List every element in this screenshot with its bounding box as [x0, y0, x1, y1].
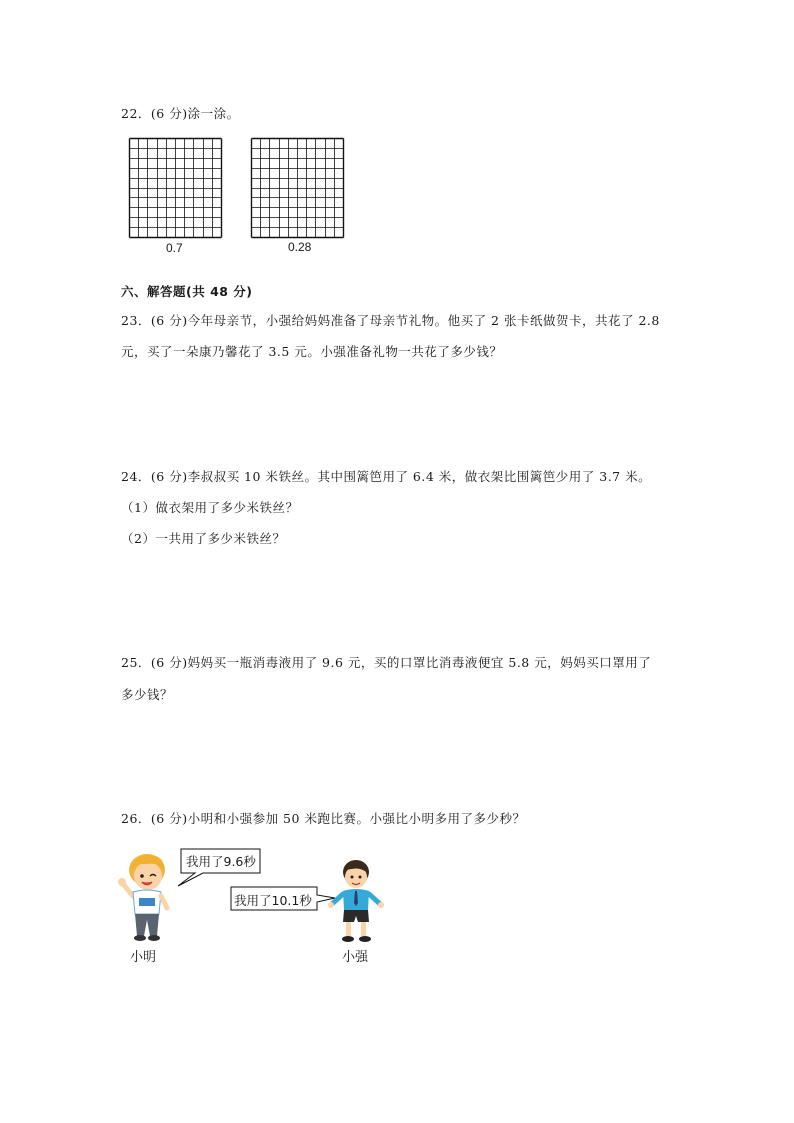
- bubble-text-qiang: 我用了10.1秒: [234, 893, 312, 908]
- grid-lines: [251, 138, 343, 237]
- boy-qiang-illustration: [328, 858, 388, 948]
- bubble-text-ming: 我用了9.6秒: [186, 854, 256, 869]
- question-26: 26．(6 分)小明和小强参加 50 米跑比赛。小强比小明多用了多少秒？: [121, 811, 526, 826]
- question-24-sub-2: （2）一共用了多少米铁丝？: [121, 531, 286, 546]
- question-24-sub-1: （1）做衣架用了多少米铁丝？: [121, 500, 299, 515]
- grid-label-1: 0.7: [166, 241, 183, 255]
- question-23-line-1: 23．(6 分)今年母亲节，小强给妈妈准备了母亲节礼物。他买了 2 张卡纸做贺卡，共花了 2.8: [121, 313, 660, 328]
- question-23-line-2: 元，买了一朵康乃馨花了 3.5 元。小强准备礼物一共花了多少钱？: [121, 344, 503, 359]
- grid-lines: [129, 138, 221, 237]
- hundred-grid-2[interactable]: [251, 138, 343, 237]
- grid-label-2: 0.28: [288, 240, 312, 254]
- section-title: 六、解答题(共 48 分): [121, 284, 253, 299]
- question-24-line-1: 24．(6 分)李叔叔买 10 米铁丝。其中围篱笆用了 6.4 米，做衣架比围篱笆少用了 3.7 米。: [121, 469, 652, 484]
- name-ming: 小明: [130, 950, 157, 965]
- question-25-line-1: 25．(6 分)妈妈买一瓶消毒液用了 9.6 元，买的口罩比消毒液便宜 5.8 元，妈妈买口罩用了: [121, 655, 652, 670]
- question-22: 22．(6 分)涂一涂。: [121, 106, 240, 121]
- question-25-line-2: 多少钱？: [121, 687, 174, 702]
- boy-ming-illustration: [117, 852, 177, 942]
- hundred-grid-1[interactable]: [129, 138, 221, 237]
- name-qiang: 小强: [342, 950, 369, 965]
